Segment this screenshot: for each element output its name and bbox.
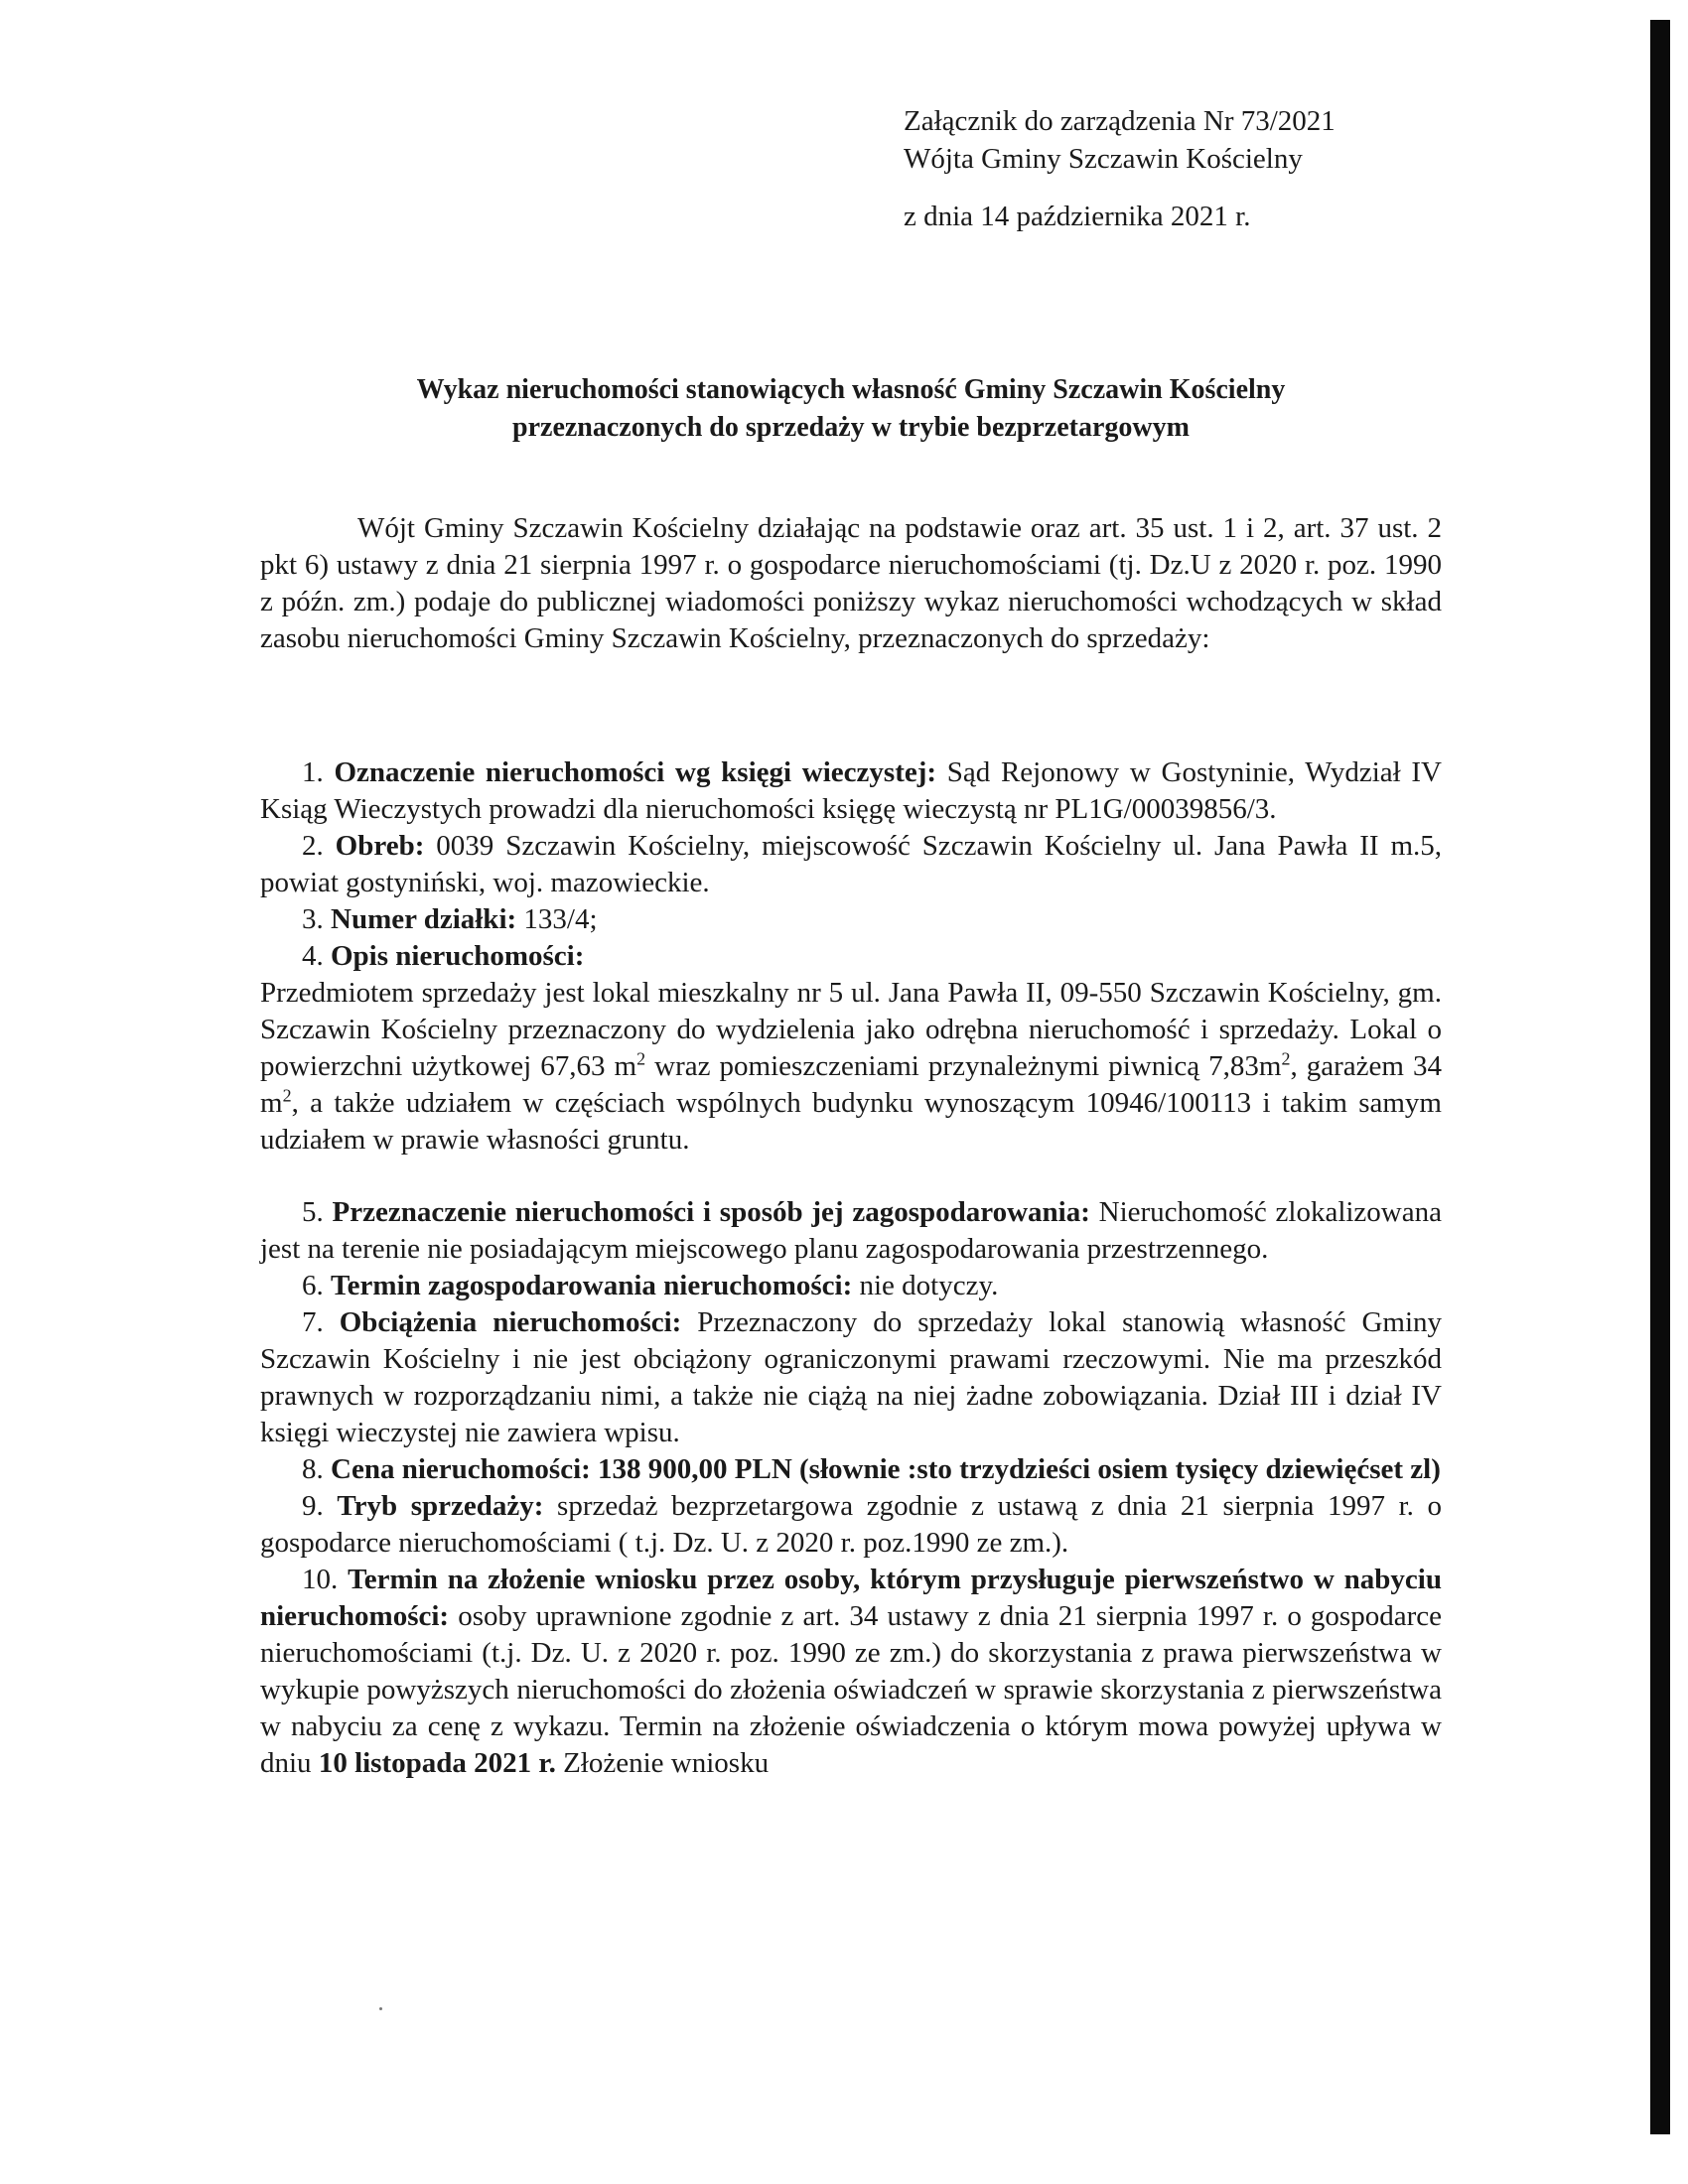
deadline-date: 10 listopada 2021 r.: [318, 1747, 556, 1779]
item-4-description: [260, 975, 1442, 1159]
item-text-tail: Złożenie wniosku: [555, 1747, 770, 1779]
items-section: [260, 754, 1442, 1782]
item-text: sprzedaż bezprzetargowa zgodnie z ustawą z dnia 21 sierpnia 1997 r. o gospodarce nieruchomościami ( t.j. Dz. U. z 2020 r. poz.1990 ze zm.).: [260, 1490, 1443, 1559]
item-number: 3.: [302, 903, 331, 935]
desc-part: Przedmiotem sprzedaży jest lokal mieszkalny nr 5 ul. Jana Pawła II, 09-550 Szczawin Kościelny, gm. Szczawin Kościelny przeznaczony do wydzielenia jako odrębna nieruchomość i sprzedaży. Lokal o powierzchni użytkowej 67,63 m: [260, 977, 1442, 1082]
item-5: [260, 1194, 1442, 1268]
item-text: Przeznaczony do sprzedaży lokal stanowią własność Gminy Szczawin Kościelny i nie jest obciążony ograniczonymi prawami rzeczowymi. Nie ma przeszkód prawnych w rozporządzaniu nimi, a także nie ciążą na niej żadne zobowiązania. Dział III i dział IV księgi wieczystej nie zawiera wpisu.: [260, 1306, 1442, 1448]
item-number: 8.: [302, 1453, 331, 1485]
header-date: z dnia 14 października 2021 r.: [904, 201, 1251, 232]
item-text: nie dotyczy.: [852, 1270, 999, 1301]
item-label: Opis nieruchomości:: [331, 940, 585, 972]
item-2: [260, 828, 1442, 901]
scan-speck: [379, 2007, 382, 2010]
header-line-2: Wójta Gminy Szczawin Kościelny: [904, 143, 1303, 175]
scan-edge-bar: [1650, 20, 1670, 2134]
item-text: 0039 Szczawin Kościelny, miejscowość Szczawin Kościelny ul. Jana Pawła II m.5, powiat gostyniński, woj. mazowieckie.: [260, 830, 1443, 898]
item-label: Przeznaczenie nieruchomości i sposób jej zagospodarowania:: [332, 1196, 1090, 1228]
superscript: 2: [636, 1048, 646, 1069]
intro-paragraph: Wójt Gminy Szczawin Kościelny działając na podstawie oraz art. 35 ust. 1 i 2, art. 37 ust. 2 pkt 6) ustawy z dnia 21 sierpnia 1997 r. o gospodarce nieruchomościami (tj. Dz.U z 2020 r. poz. 1990 z późn. zm.) podaje do publicznej wiadomości poniższy wykaz nieruchomości wchodzących w skład zasobu nieruchomości Gminy Szczawin Kościelny, przeznaczonych do sprzedaży:: [260, 512, 1442, 654]
item-text: Nieruchomość zlokalizowana jest na terenie nie posiadającym miejscowego planu zagospodarowania przestrzennego.: [260, 1196, 1442, 1265]
item-number: 6.: [302, 1270, 331, 1301]
item-10: [260, 1562, 1442, 1782]
item-label: Tryb sprzedaży:: [337, 1490, 544, 1522]
desc-part: wraz pomieszczeniami przynależnymi piwnicą 7,83m: [645, 1050, 1282, 1082]
item-number: 4.: [302, 940, 331, 972]
item-label: Numer działki:: [331, 903, 517, 935]
attachment-header: [904, 103, 1420, 236]
item-label: Cena nieruchomości: 138 900,00 PLN (słownie :sto trzydzieści osiem tysięcy dziewięćset zl): [331, 1453, 1441, 1485]
item-number: 2.: [302, 830, 336, 862]
item-label: Termin zagospodarowania nieruchomości:: [331, 1270, 853, 1301]
item-3: [260, 901, 1442, 938]
item-label: Obciążenia nieruchomości:: [339, 1306, 682, 1338]
title-line-2: przeznaczonych do sprzedaży w trybie bezprzetargowym: [512, 412, 1190, 443]
item-label: Obreb:: [335, 830, 425, 862]
item-text: osoby uprawnione zgodnie z art. 34 ustawy z dnia 21 sierpnia 1997 r. o gospodarce nieruchomościami (t.j. Dz. U. z 2020 r. poz. 1990 ze zm.) do skorzystania z prawa pierwszeństwa w wykupie powyższych nieruchomości do złożenia oświadczeń w sprawie skorzystania z pierwszeństwa w nabyciu za cenę z wykazu. Termin na złożenie oświadczenia o którym mowa powyżej upływa w dniu: [260, 1600, 1442, 1779]
item-8: [260, 1451, 1442, 1488]
item-number: 7.: [302, 1306, 340, 1338]
item-label: Termin na złożenie wniosku przez osoby, którym przysługuje pierwszeństwo w nabyciu nieruchomości:: [260, 1564, 1442, 1632]
item-6: [260, 1268, 1442, 1304]
item-label: Oznaczenie nieruchomości wg księgi wieczystej:: [334, 756, 937, 788]
item-1: [260, 754, 1442, 828]
desc-part: , garażem 34 m: [260, 1050, 1443, 1119]
desc-part: , a także udziałem w częściach wspólnych budynku wynoszącym 10946/100113 i takim samym udziałem w prawie własności gruntu.: [260, 1087, 1442, 1156]
item-4: [260, 938, 1442, 975]
item-7: [260, 1304, 1442, 1451]
header-line-1: Załącznik do zarządzenia Nr 73/2021: [904, 105, 1336, 137]
superscript: 2: [282, 1085, 292, 1106]
item-9: [260, 1488, 1442, 1562]
superscript: 2: [1281, 1048, 1291, 1069]
item-number: 9.: [302, 1490, 338, 1522]
item-number: 5.: [302, 1196, 333, 1228]
item-text: Sąd Rejonowy w Gostyninie, Wydział IV Ksiąg Wieczystych prowadzi dla nieruchomości księgę wieczystą nr PL1G/00039856/3.: [260, 756, 1443, 825]
item-number: 10.: [302, 1564, 349, 1595]
title-line-1: Wykaz nieruchomości stanowiących własność Gminy Szczawin Kościelny: [416, 374, 1286, 405]
item-number: 1.: [302, 756, 335, 788]
intro-section: [260, 510, 1442, 657]
item-text: 133/4;: [516, 903, 598, 935]
document-title: [260, 371, 1442, 447]
